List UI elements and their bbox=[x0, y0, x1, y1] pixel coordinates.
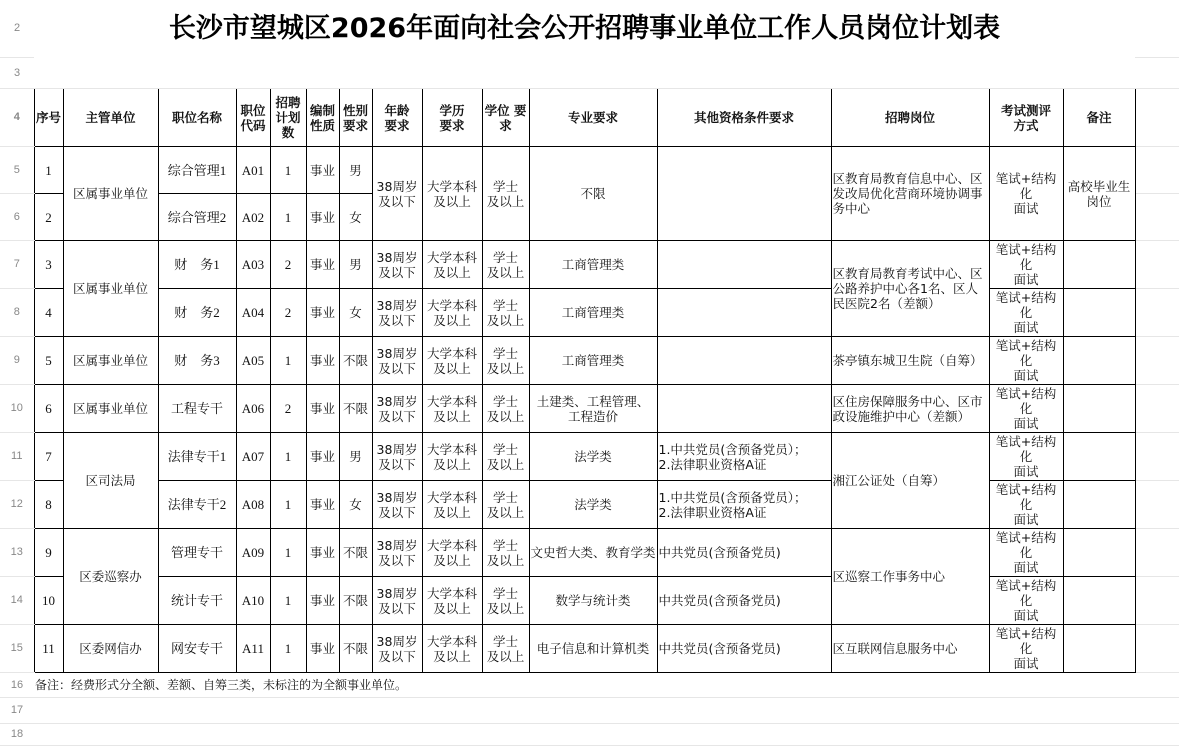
column-header-count[interactable]: 招聘 计划 数 bbox=[270, 89, 306, 147]
cell-exam[interactable]: 笔试+结构化 面试 bbox=[989, 147, 1063, 241]
row-number[interactable]: 8 bbox=[0, 289, 34, 337]
cell-post[interactable]: 区教育局教育考试中心、区公路养护中心各1名、区人民医院2名（差额） bbox=[831, 241, 989, 337]
cell-position[interactable]: 综合管理1 bbox=[158, 147, 236, 194]
empty-cell[interactable] bbox=[34, 58, 1135, 89]
empty-cell[interactable] bbox=[1135, 724, 1179, 746]
cell-major[interactable]: 工商管理类 bbox=[529, 337, 657, 385]
empty-cell[interactable] bbox=[1135, 58, 1179, 89]
cell-position[interactable]: 工程专干 bbox=[158, 385, 236, 433]
cell-seq[interactable]: 9 bbox=[34, 529, 63, 577]
cell-count[interactable]: 1 bbox=[270, 337, 306, 385]
row-number[interactable]: 5 bbox=[0, 147, 34, 194]
cell-note[interactable] bbox=[1063, 433, 1135, 481]
empty-cell[interactable] bbox=[1135, 673, 1179, 698]
cell-degree[interactable]: 学士 及以上 bbox=[482, 147, 529, 241]
header-row bbox=[0, 89, 1179, 147]
cell-edu[interactable]: 大学本科 及以上 bbox=[422, 625, 482, 673]
cell-code[interactable]: A11 bbox=[236, 625, 270, 673]
cell-gender[interactable]: 不限 bbox=[339, 577, 372, 625]
cell-edu[interactable]: 大学本科 及以上 bbox=[422, 337, 482, 385]
cell-degree[interactable]: 学士 及以上 bbox=[482, 289, 529, 337]
empty-cell[interactable] bbox=[1135, 147, 1179, 194]
blank-row bbox=[0, 698, 1179, 724]
cell-count[interactable]: 1 bbox=[270, 481, 306, 529]
table-row bbox=[0, 433, 1179, 481]
column-header-gender[interactable]: 性别 要求 bbox=[339, 89, 372, 147]
empty-cell[interactable] bbox=[1135, 241, 1179, 289]
column-header-code[interactable]: 职位 代码 bbox=[236, 89, 270, 147]
cell-other[interactable]: 中共党员(含预备党员) bbox=[657, 625, 831, 673]
cell-edu[interactable]: 大学本科 及以上 bbox=[422, 529, 482, 577]
cell-edu[interactable]: 大学本科 及以上 bbox=[422, 241, 482, 289]
cell-degree[interactable]: 学士 及以上 bbox=[482, 625, 529, 673]
cell-type[interactable]: 事业 bbox=[306, 433, 339, 481]
cell-dept[interactable]: 区属事业单位 bbox=[63, 147, 158, 241]
cell-count[interactable]: 1 bbox=[270, 433, 306, 481]
cell-count[interactable]: 2 bbox=[270, 289, 306, 337]
empty-cell[interactable] bbox=[1135, 385, 1179, 433]
cell-exam[interactable]: 笔试+结构化 面试 bbox=[989, 337, 1063, 385]
cell-dept[interactable]: 区委网信办 bbox=[63, 625, 158, 673]
cell-seq[interactable]: 1 bbox=[34, 147, 63, 194]
cell-type[interactable]: 事业 bbox=[306, 529, 339, 577]
cell-age[interactable]: 38周岁 及以下 bbox=[372, 529, 422, 577]
cell-other[interactable]: 1.中共党员(含预备党员）； 2.法律职业资格A证 bbox=[657, 481, 831, 529]
cell-edu[interactable]: 大学本科 及以上 bbox=[422, 385, 482, 433]
table-row bbox=[0, 529, 1179, 577]
cell-count[interactable]: 1 bbox=[270, 147, 306, 194]
cell-position[interactable]: 财 务1 bbox=[158, 241, 236, 289]
cell-type[interactable]: 事业 bbox=[306, 481, 339, 529]
cell-dept[interactable]: 区司法局 bbox=[63, 433, 158, 529]
cell-major[interactable]: 数学与统计类 bbox=[529, 577, 657, 625]
cell-degree[interactable]: 学士 及以上 bbox=[482, 433, 529, 481]
cell-post[interactable]: 湘江公证处（自筹） bbox=[831, 433, 989, 529]
cell-gender[interactable]: 男 bbox=[339, 241, 372, 289]
cell-seq[interactable]: 2 bbox=[34, 194, 63, 241]
column-header-seq[interactable]: 序号 bbox=[34, 89, 63, 147]
cell-other[interactable] bbox=[657, 289, 831, 337]
cell-degree[interactable]: 学士 及以上 bbox=[482, 337, 529, 385]
cell-post[interactable]: 区互联网信息服务中心 bbox=[831, 625, 989, 673]
cell-type[interactable]: 事业 bbox=[306, 337, 339, 385]
cell-note[interactable] bbox=[1063, 529, 1135, 577]
empty-cell[interactable] bbox=[1135, 337, 1179, 385]
cell-dept[interactable]: 区属事业单位 bbox=[63, 241, 158, 337]
cell-code[interactable]: A10 bbox=[236, 577, 270, 625]
footnote-row bbox=[0, 673, 1179, 698]
cell-age[interactable]: 38周岁 及以下 bbox=[372, 337, 422, 385]
empty-cell[interactable] bbox=[1135, 433, 1179, 481]
row-number[interactable]: 12 bbox=[0, 481, 34, 529]
cell-exam[interactable]: 笔试+结构化 面试 bbox=[989, 481, 1063, 529]
footnote[interactable]: 备注：经费形式分全额、差额、自筹三类，未标注的为全额事业单位。 bbox=[34, 673, 1135, 698]
cell-seq[interactable]: 4 bbox=[34, 289, 63, 337]
cell-type[interactable]: 事业 bbox=[306, 289, 339, 337]
column-header-age[interactable]: 年龄 要求 bbox=[372, 89, 422, 147]
cell-position[interactable]: 财 务2 bbox=[158, 289, 236, 337]
cell-major[interactable]: 法学类 bbox=[529, 433, 657, 481]
cell-exam[interactable]: 笔试+结构化 面试 bbox=[989, 625, 1063, 673]
blank-row bbox=[0, 58, 1179, 89]
row-number[interactable]: 9 bbox=[0, 337, 34, 385]
cell-exam[interactable]: 笔试+结构化 面试 bbox=[989, 241, 1063, 289]
cell-type[interactable]: 事业 bbox=[306, 147, 339, 194]
cell-code[interactable]: A01 bbox=[236, 147, 270, 194]
cell-exam[interactable]: 笔试+结构化 面试 bbox=[989, 577, 1063, 625]
cell-post[interactable]: 区住房保障服务中心、区市政设施维护中心（差额） bbox=[831, 385, 989, 433]
cell-type[interactable]: 事业 bbox=[306, 577, 339, 625]
column-header-type[interactable]: 编制 性质 bbox=[306, 89, 339, 147]
cell-edu[interactable]: 大学本科 及以上 bbox=[422, 147, 482, 241]
sheet-title[interactable]: 长沙市望城区2026年面向社会公开招聘事业单位工作人员岗位计划表 bbox=[168, 12, 1001, 44]
empty-cell[interactable] bbox=[34, 698, 1135, 724]
blank-row bbox=[0, 724, 1179, 746]
cell-post[interactable]: 茶亭镇东城卫生院（自筹） bbox=[831, 337, 989, 385]
cell-degree[interactable]: 学士 及以上 bbox=[482, 385, 529, 433]
cell-edu[interactable]: 大学本科 及以上 bbox=[422, 481, 482, 529]
cell-degree[interactable]: 学士 及以上 bbox=[482, 241, 529, 289]
cell-code[interactable]: A06 bbox=[236, 385, 270, 433]
title-row bbox=[0, 0, 1179, 58]
table-row bbox=[0, 625, 1179, 673]
cell-count[interactable]: 2 bbox=[270, 241, 306, 289]
cell-major[interactable]: 工商管理类 bbox=[529, 289, 657, 337]
cell-code[interactable]: A07 bbox=[236, 433, 270, 481]
cell-position[interactable]: 法律专干2 bbox=[158, 481, 236, 529]
cell-age[interactable]: 38周岁 及以下 bbox=[372, 147, 422, 241]
cell-age[interactable]: 38周岁 及以下 bbox=[372, 625, 422, 673]
cell-code[interactable]: A05 bbox=[236, 337, 270, 385]
cell-other[interactable] bbox=[657, 147, 831, 241]
cell-other[interactable]: 中共党员(含预备党员) bbox=[657, 529, 831, 577]
row-number[interactable]: 10 bbox=[0, 385, 34, 433]
cell-note[interactable] bbox=[1063, 337, 1135, 385]
row-number[interactable]: 18 bbox=[0, 724, 34, 746]
empty-cell[interactable] bbox=[1135, 89, 1179, 147]
cell-gender[interactable]: 不限 bbox=[339, 625, 372, 673]
cell-degree[interactable]: 学士 及以上 bbox=[482, 529, 529, 577]
cell-dept[interactable]: 区属事业单位 bbox=[63, 385, 158, 433]
row-number[interactable]: 6 bbox=[0, 194, 34, 241]
cell-age[interactable]: 38周岁 及以下 bbox=[372, 433, 422, 481]
cell-edu[interactable]: 大学本科 及以上 bbox=[422, 433, 482, 481]
row-number[interactable]: 11 bbox=[0, 433, 34, 481]
cell-gender[interactable]: 女 bbox=[339, 289, 372, 337]
empty-cell[interactable] bbox=[34, 724, 1135, 746]
column-header-note[interactable]: 备注 bbox=[1063, 89, 1135, 147]
column-header-dept[interactable]: 主管单位 bbox=[63, 89, 158, 147]
row-number[interactable]: 7 bbox=[0, 241, 34, 289]
cell-gender[interactable]: 男 bbox=[339, 147, 372, 194]
empty-cell[interactable] bbox=[1135, 0, 1179, 58]
empty-cell[interactable] bbox=[1135, 289, 1179, 337]
cell-post[interactable]: 区教育局教育信息中心、区发改局优化营商环境协调事务中心 bbox=[831, 147, 989, 241]
cell-note[interactable] bbox=[1063, 577, 1135, 625]
cell-gender[interactable]: 女 bbox=[339, 481, 372, 529]
empty-cell[interactable] bbox=[1135, 194, 1179, 241]
cell-note[interactable] bbox=[1063, 385, 1135, 433]
cell-exam[interactable]: 笔试+结构化 面试 bbox=[989, 385, 1063, 433]
cell-other[interactable] bbox=[657, 385, 831, 433]
row-number[interactable]: 15 bbox=[0, 625, 34, 673]
cell-note[interactable] bbox=[1063, 289, 1135, 337]
row-number[interactable]: 14 bbox=[0, 577, 34, 625]
empty-cell[interactable] bbox=[1135, 625, 1179, 673]
cell-dept[interactable]: 区委巡察办 bbox=[63, 529, 158, 625]
cell-seq[interactable]: 3 bbox=[34, 241, 63, 289]
cell-count[interactable]: 1 bbox=[270, 577, 306, 625]
cell-seq[interactable]: 8 bbox=[34, 481, 63, 529]
cell-note[interactable] bbox=[1063, 625, 1135, 673]
row-number[interactable]: 17 bbox=[0, 698, 34, 724]
cell-position[interactable]: 网安专干 bbox=[158, 625, 236, 673]
cell-code[interactable]: A03 bbox=[236, 241, 270, 289]
table-row bbox=[0, 289, 1179, 337]
row-number[interactable]: 13 bbox=[0, 529, 34, 577]
cell-major[interactable]: 法学类 bbox=[529, 481, 657, 529]
cell-seq[interactable]: 7 bbox=[34, 433, 63, 481]
cell-note[interactable]: 高校毕业生 岗位 bbox=[1063, 147, 1135, 241]
empty-cell[interactable] bbox=[1135, 698, 1179, 724]
cell-gender[interactable]: 男 bbox=[339, 433, 372, 481]
cell-age[interactable]: 38周岁 及以下 bbox=[372, 289, 422, 337]
cell-degree[interactable]: 学士 及以上 bbox=[482, 577, 529, 625]
table-row bbox=[0, 577, 1179, 625]
cell-type[interactable]: 事业 bbox=[306, 241, 339, 289]
cell-note[interactable] bbox=[1063, 241, 1135, 289]
cell-code[interactable]: A02 bbox=[236, 194, 270, 241]
cell-dept[interactable]: 区属事业单位 bbox=[63, 337, 158, 385]
cell-position[interactable]: 综合管理2 bbox=[158, 194, 236, 241]
cell-gender[interactable]: 女 bbox=[339, 194, 372, 241]
cell-count[interactable]: 1 bbox=[270, 194, 306, 241]
cell-type[interactable]: 事业 bbox=[306, 194, 339, 241]
cell-position[interactable]: 管理专干 bbox=[158, 529, 236, 577]
cell-code[interactable]: A08 bbox=[236, 481, 270, 529]
cell-age[interactable]: 38周岁 及以下 bbox=[372, 385, 422, 433]
cell-position[interactable]: 法律专干1 bbox=[158, 433, 236, 481]
cell-gender[interactable]: 不限 bbox=[339, 385, 372, 433]
cell-degree[interactable]: 学士 及以上 bbox=[482, 481, 529, 529]
cell-other[interactable] bbox=[657, 337, 831, 385]
column-header-major[interactable]: 专业要求 bbox=[529, 89, 657, 147]
row-number[interactable]: 3 bbox=[0, 58, 34, 89]
cell-seq[interactable]: 6 bbox=[34, 385, 63, 433]
cell-age[interactable]: 38周岁 及以下 bbox=[372, 481, 422, 529]
row-number[interactable]: 16 bbox=[0, 673, 34, 698]
cell-exam[interactable]: 笔试+结构化 面试 bbox=[989, 289, 1063, 337]
empty-cell[interactable] bbox=[1135, 481, 1179, 529]
cell-major[interactable]: 电子信息和计算机类 bbox=[529, 625, 657, 673]
column-header-exam[interactable]: 考试测评 方式 bbox=[989, 89, 1063, 147]
column-header-post[interactable]: 招聘岗位 bbox=[831, 89, 989, 147]
row-number[interactable]: 2 bbox=[0, 0, 34, 58]
cell-gender[interactable]: 不限 bbox=[339, 529, 372, 577]
cell-exam[interactable]: 笔试+结构化 面试 bbox=[989, 433, 1063, 481]
table-row bbox=[0, 385, 1179, 433]
cell-other[interactable]: 中共党员(含预备党员) bbox=[657, 577, 831, 625]
cell-count[interactable]: 1 bbox=[270, 529, 306, 577]
column-header-position[interactable]: 职位名称 bbox=[158, 89, 236, 147]
cell-code[interactable]: A09 bbox=[236, 529, 270, 577]
cell-other[interactable]: 1.中共党员(含预备党员）； 2.法律职业资格A证 bbox=[657, 433, 831, 481]
table-row bbox=[0, 337, 1179, 385]
cell-major[interactable]: 不限 bbox=[529, 147, 657, 241]
cell-edu[interactable]: 大学本科 及以上 bbox=[422, 289, 482, 337]
row-number[interactable]: 4 bbox=[0, 89, 34, 147]
cell-major[interactable]: 文史哲大类、教育学类 bbox=[529, 529, 657, 577]
cell-seq[interactable]: 10 bbox=[34, 577, 63, 625]
table-row bbox=[0, 147, 1179, 194]
cell-type[interactable]: 事业 bbox=[306, 385, 339, 433]
cell-age[interactable]: 38周岁 及以下 bbox=[372, 241, 422, 289]
cell-position[interactable]: 财 务3 bbox=[158, 337, 236, 385]
table-row bbox=[0, 481, 1179, 529]
cell-note[interactable] bbox=[1063, 481, 1135, 529]
cell-seq[interactable]: 5 bbox=[34, 337, 63, 385]
table-row bbox=[0, 241, 1179, 289]
cell-other[interactable] bbox=[657, 241, 831, 289]
cell-seq[interactable]: 11 bbox=[34, 625, 63, 673]
cell-major[interactable]: 工商管理类 bbox=[529, 241, 657, 289]
cell-count[interactable]: 2 bbox=[270, 385, 306, 433]
cell-gender[interactable]: 不限 bbox=[339, 337, 372, 385]
column-header-degree[interactable]: 学位 要 求 bbox=[482, 89, 529, 147]
cell-post[interactable]: 区巡察工作事务中心 bbox=[831, 529, 989, 625]
cell-position[interactable]: 统计专干 bbox=[158, 577, 236, 625]
column-header-edu[interactable]: 学历 要求 bbox=[422, 89, 482, 147]
empty-cell[interactable] bbox=[1135, 529, 1179, 577]
empty-cell[interactable] bbox=[1135, 577, 1179, 625]
cell-major[interactable]: 土建类、工程管理、 工程造价 bbox=[529, 385, 657, 433]
column-header-other[interactable]: 其他资格条件要求 bbox=[657, 89, 831, 147]
cell-code[interactable]: A04 bbox=[236, 289, 270, 337]
cell-type[interactable]: 事业 bbox=[306, 625, 339, 673]
cell-edu[interactable]: 大学本科 及以上 bbox=[422, 577, 482, 625]
cell-count[interactable]: 1 bbox=[270, 625, 306, 673]
cell-age[interactable]: 38周岁 及以下 bbox=[372, 577, 422, 625]
cell-exam[interactable]: 笔试+结构化 面试 bbox=[989, 529, 1063, 577]
